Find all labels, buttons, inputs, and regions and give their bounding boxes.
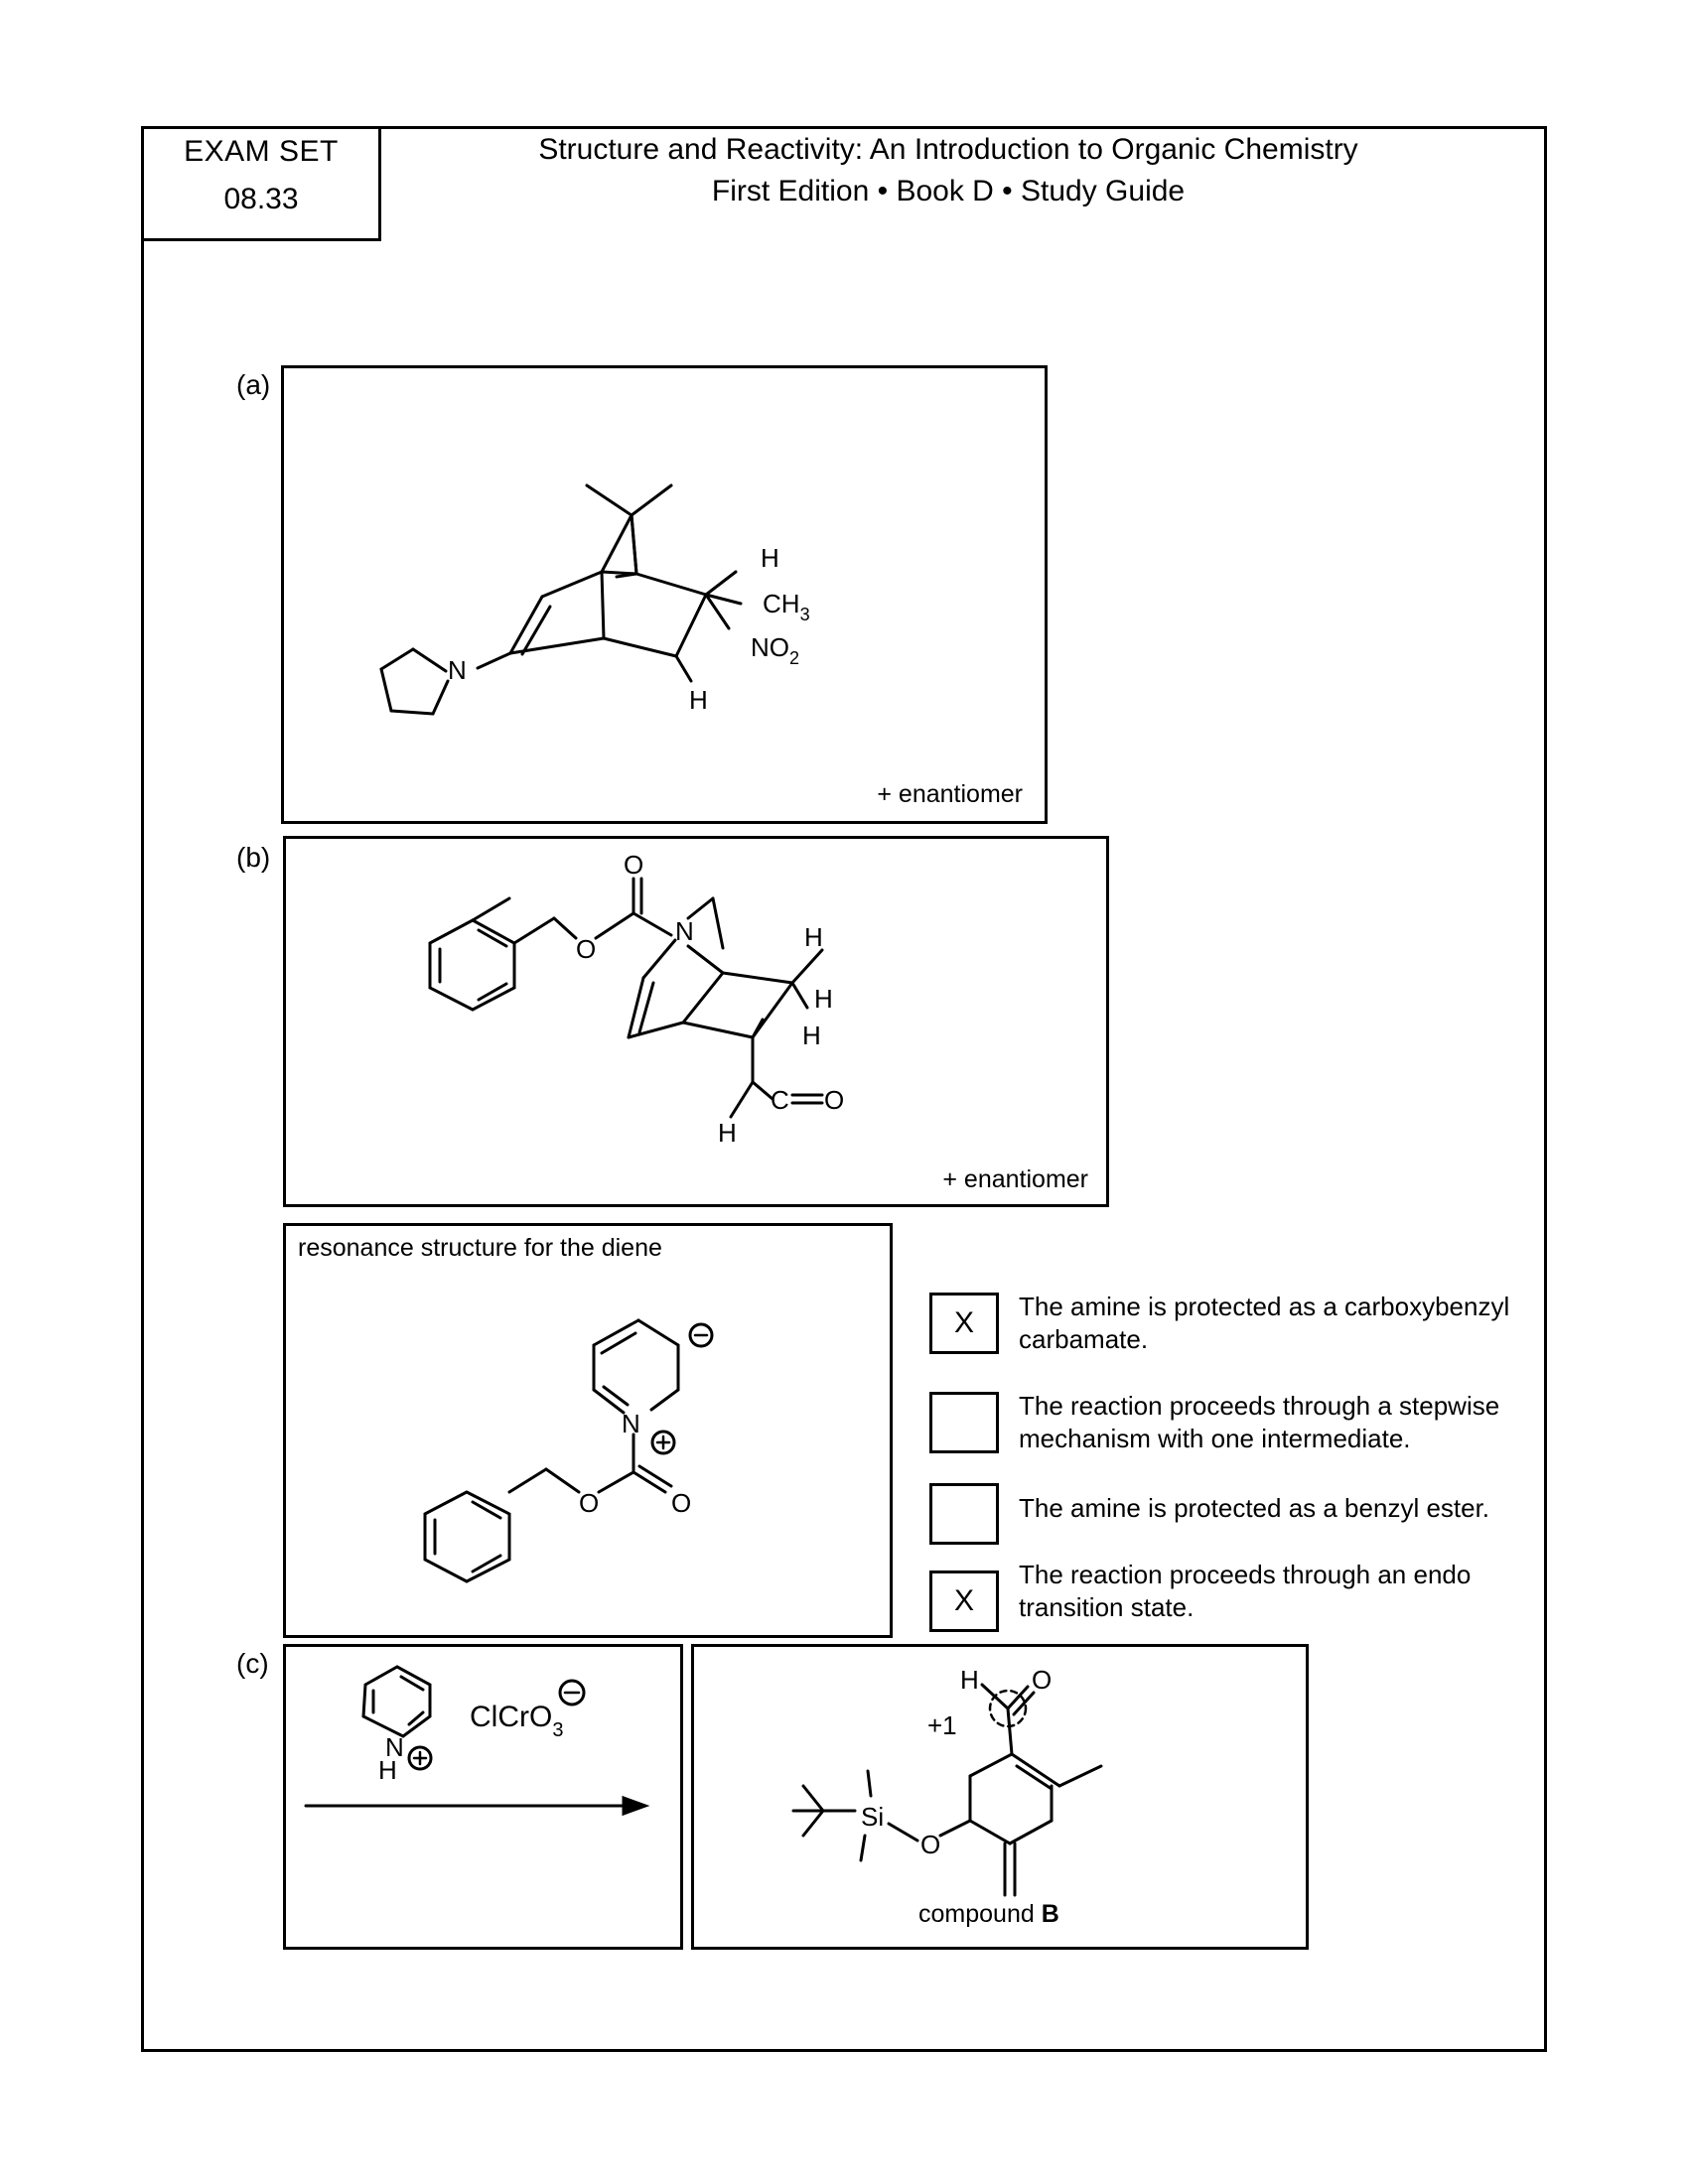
statement-2-checkbox[interactable] bbox=[929, 1392, 999, 1453]
part-b-h-ald: H bbox=[718, 1118, 737, 1148]
resonance-n-atom: N bbox=[622, 1409, 640, 1438]
svg-text:ClCrO3 bbox=[470, 1701, 563, 1741]
statement-4-text: The reaction proceeds through an endo transition state. bbox=[1019, 1560, 1472, 1622]
compound-b-h: H bbox=[960, 1665, 979, 1695]
part-b-h3: H bbox=[802, 1021, 821, 1050]
reagent-sub: 3 bbox=[552, 1719, 564, 1741]
part-a-label: (a) bbox=[236, 369, 271, 400]
part-b-o-carbonyl: O bbox=[624, 850, 644, 880]
part-b-molecule bbox=[286, 839, 1112, 1210]
statement-1-checkbox[interactable]: X bbox=[929, 1293, 999, 1354]
compound-b-o-ether: O bbox=[920, 1830, 941, 1859]
exam-set-number: 08.33 bbox=[223, 183, 299, 215]
page-title bbox=[387, 129, 1509, 212]
compound-b-si: Si bbox=[861, 1802, 885, 1832]
compound-b-o-ald: O bbox=[1032, 1665, 1053, 1695]
statement-3-checkbox[interactable] bbox=[929, 1483, 999, 1545]
part-a-n-atom: N bbox=[448, 655, 467, 685]
part-b-label: (b) bbox=[236, 842, 271, 873]
part-b-h1: H bbox=[804, 922, 823, 952]
statement-4-checkbox[interactable]: X bbox=[929, 1570, 999, 1632]
part-a-h-bottom: H bbox=[689, 685, 708, 715]
part-a-structure-box bbox=[281, 365, 1048, 824]
title-line-2: First Edition • Book D • Study Guide bbox=[711, 175, 1186, 207]
resonance-heading: resonance structure for the diene bbox=[298, 1234, 662, 1262]
part-b-h2: H bbox=[814, 984, 833, 1014]
part-b-c: C bbox=[771, 1085, 789, 1115]
resonance-o2: O bbox=[671, 1488, 692, 1518]
part-b-structure-box bbox=[283, 836, 1109, 1207]
exam-set-box bbox=[141, 126, 381, 241]
pyridinium-h: H bbox=[378, 1755, 397, 1785]
part-a-no2-sub: 2 bbox=[789, 648, 800, 668]
part-c-label: (c) bbox=[236, 1648, 269, 1679]
exam-set-label: EXAM SET bbox=[184, 135, 339, 168]
svg-text:NO2 bbox=[751, 632, 799, 668]
reagent-name: ClCrO bbox=[470, 1701, 553, 1733]
title-line-1: Structure and Reactivity: An Introduction to Organic Chemistry bbox=[538, 133, 1358, 166]
part-a-ch3-sub: 3 bbox=[799, 605, 810, 624]
part-b-caption: + enantiomer bbox=[942, 1165, 1088, 1193]
statement-2-text: The reaction proceeds through a stepwise mechanism with one intermediate. bbox=[1019, 1391, 1500, 1453]
part-a-caption: + enantiomer bbox=[877, 780, 1023, 808]
part-b-o-ald: O bbox=[824, 1085, 845, 1115]
part-c-product-box bbox=[691, 1644, 1309, 1950]
part-a-molecule bbox=[284, 368, 1051, 827]
compound-b-label-prefix: compound bbox=[918, 1900, 1042, 1928]
resonance-molecule bbox=[286, 1226, 896, 1641]
compound-b-label bbox=[918, 1900, 1059, 1929]
resonance-o1: O bbox=[579, 1488, 600, 1518]
oxidation-state-label: +1 bbox=[927, 1710, 957, 1740]
part-a-h-top: H bbox=[761, 543, 779, 573]
compound-b-letter: B bbox=[1041, 1900, 1059, 1928]
part-c-reagent-box bbox=[283, 1644, 683, 1950]
resonance-box bbox=[283, 1223, 893, 1638]
part-b-n-atom: N bbox=[675, 916, 694, 946]
part-a-ch3: CH bbox=[763, 589, 800, 618]
part-a-no2: NO bbox=[751, 632, 789, 662]
statement-1-text: The amine is protected as a carboxybenzyl carbamate. bbox=[1019, 1292, 1510, 1354]
part-b-o-ester: O bbox=[576, 934, 597, 964]
pyridinium-n: N bbox=[385, 1732, 404, 1762]
pcc-reagent bbox=[286, 1647, 686, 1953]
svg-text:CH3 bbox=[763, 589, 810, 624]
statement-3-text: The amine is protected as a benzyl ester. bbox=[1019, 1493, 1490, 1523]
